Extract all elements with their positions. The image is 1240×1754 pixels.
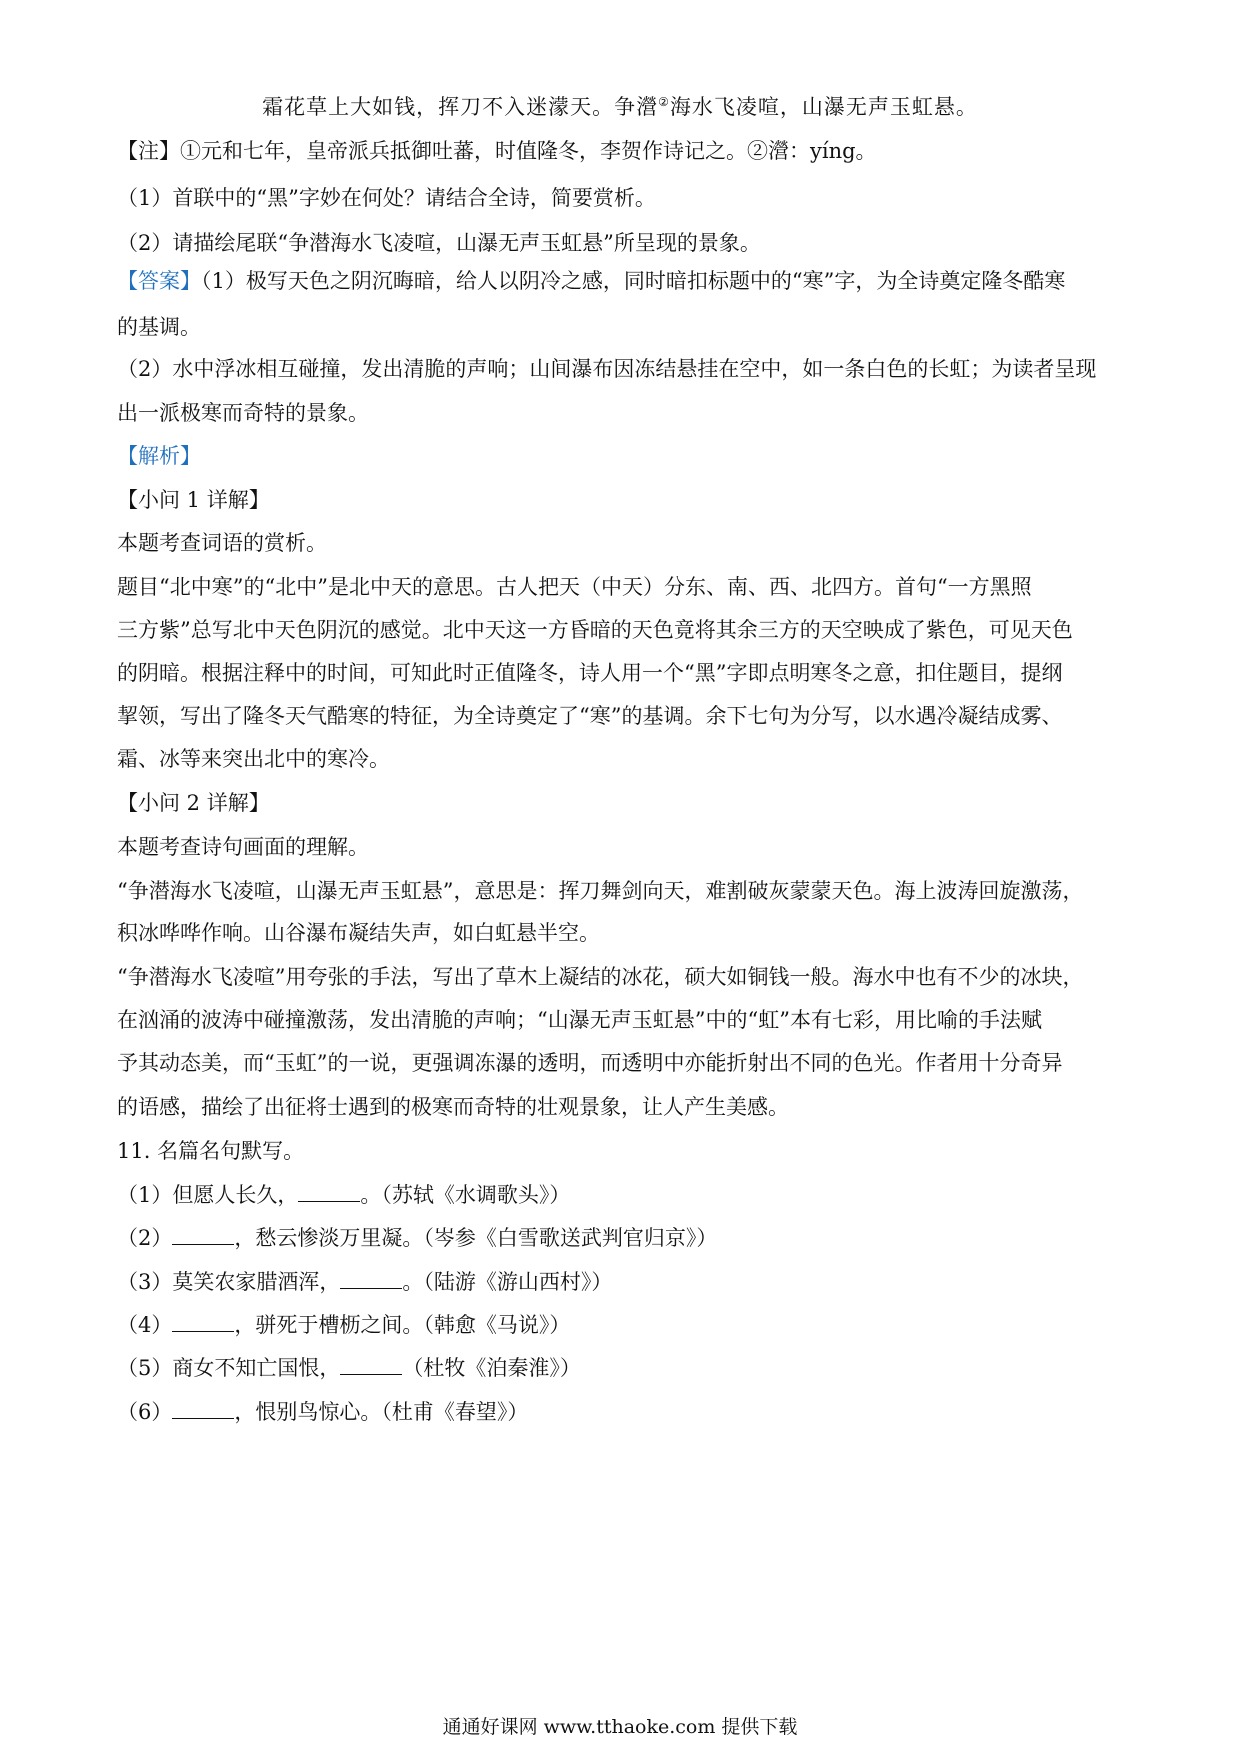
sub-question-2-title: 【小问 2 详解】 [117, 791, 270, 815]
answer-blank[interactable] [340, 1356, 402, 1375]
analysis-label: 【解析】 [117, 444, 201, 468]
question-2: （2）请描绘尾联“争潜海水飞凌喧，山瀑无声玉虹悬”所呈现的景象。 [117, 231, 761, 255]
fill-blank-item: （6） ，恨别鸟惊心。（杜甫《春望》） [117, 1400, 529, 1424]
fill-blank-item: （3）莫笑农家腊酒浑， 。（陆游《游山西村》） [117, 1270, 613, 1294]
sub-question-2-intro: 本题考查诗句画面的理解。 [117, 835, 369, 859]
analysis-1-line: 题目“北中寒”的“北中”是北中天的意思。古人把天（中天）分东、南、西、北四方。首句“一方黑照 [117, 575, 1032, 599]
answer-blank[interactable] [298, 1183, 360, 1202]
analysis-1-line: 霜、冰等来突出北中的寒冷。 [117, 747, 390, 771]
fill-blank-item: （4） ，骈死于槽枥之间。（韩愈《马说》） [117, 1313, 571, 1337]
fill-blank-item: （5）商女不知亡国恨， （杜牧《泊秦淮》） [117, 1356, 581, 1380]
analysis-2-line: 积冰哗哗作响。山谷瀑布凝结失声，如白虹悬半空。 [117, 921, 600, 945]
sub-question-1-title: 【小问 1 详解】 [117, 488, 270, 512]
answer-line-1 [117, 266, 1127, 296]
question-11-title: 11. 名篇名句默写。 [117, 1139, 305, 1163]
fill-blank-item: （2） ，愁云惨淡万里凝。（岑参《白雪歌送武判官归京》） [117, 1226, 718, 1250]
answer-1-text: （1）极写天色之阴沉晦暗，给人以阴冷之感，同时暗扣标题中的“寒”字，为全诗奠定隆冬酷寒 [201, 269, 1066, 293]
answer-label: 【答案】 [117, 269, 201, 293]
answer-blank[interactable] [172, 1313, 234, 1332]
answer-2-line-2: 出一派极寒而奇特的景象。 [117, 401, 369, 425]
analysis-1-line: 挈领，写出了隆冬天气酷寒的特征，为全诗奠定了“寒”的基调。余下七句为分写，以水遇冷凝结成雾、 [117, 704, 1063, 728]
analysis-2-line: “争潜海水飞凌喧”用夸张的手法，写出了草木上凝结的冰花，硕大如铜钱一般。海水中也有不少的冰块， [117, 965, 1084, 989]
answer-blank[interactable] [340, 1270, 402, 1289]
analysis-2-line: “争潜海水飞凌喧，山瀑无声玉虹悬”，意思是：挥刀舞剑向天，难割破灰蒙蒙天色。海上波涛回旋激荡， [117, 879, 1084, 903]
poem-line [0, 92, 1240, 122]
analysis-1-line: 三方紫”总写北中天色阴沉的感觉。北中天这一方昏暗的天色竟将其余三方的天空映成了紫色，可见天色 [117, 618, 1073, 642]
answer-2-line-1: （2）水中浮冰相互碰撞，发出清脆的声响；山间瀑布因冻结悬挂在空中，如一条白色的长虹；为读者呈现 [117, 357, 1097, 381]
analysis-2-line: 在汹涌的波涛中碰撞激荡，发出清脆的声响；“山瀑无声玉虹悬”中的“虹”本有七彩，用比喻的手法赋 [117, 1008, 1042, 1032]
poem-footnote-mark: ② [658, 95, 670, 109]
analysis-1-line: 的阴暗。根据注释中的时间，可知此时正值隆冬，诗人用一个“黑”字即点明寒冬之意，扣住题目，提纲 [117, 661, 1063, 685]
poem-part1: 霜花草上大如钱，挥刀不入迷濛天。争瀯 [262, 95, 659, 119]
analysis-2-line: 的语感，描绘了出征将士遇到的极寒而奇特的壮观景象，让人产生美感。 [117, 1095, 789, 1119]
question-1: （1）首联中的“黑”字妙在何处？请结合全诗，简要赏析。 [117, 186, 656, 210]
poem-part2: 海水飞凌喧，山瀑无声玉虹悬。 [669, 95, 978, 119]
answer-1-cont: 的基调。 [117, 315, 201, 339]
answer-blank[interactable] [172, 1400, 234, 1419]
sub-question-1-intro: 本题考查词语的赏析。 [117, 531, 327, 555]
note: 【注】①元和七年，皇帝派兵抵御吐蕃，时值隆冬，李贺作诗记之。②瀯：yíng。 [117, 139, 877, 163]
fill-blank-item: （1）但愿人长久， 。（苏轼《水调歌头》） [117, 1183, 571, 1207]
page-footer[interactable]: 通通好课网 www.tthaoke.com 提供下载 [442, 1716, 798, 1738]
analysis-2-line: 予其动态美，而“玉虹”的一说，更强调冻瀑的透明，而透明中亦能折射出不同的色光。作者用十分奇异 [117, 1051, 1063, 1075]
answer-blank[interactable] [172, 1226, 234, 1245]
